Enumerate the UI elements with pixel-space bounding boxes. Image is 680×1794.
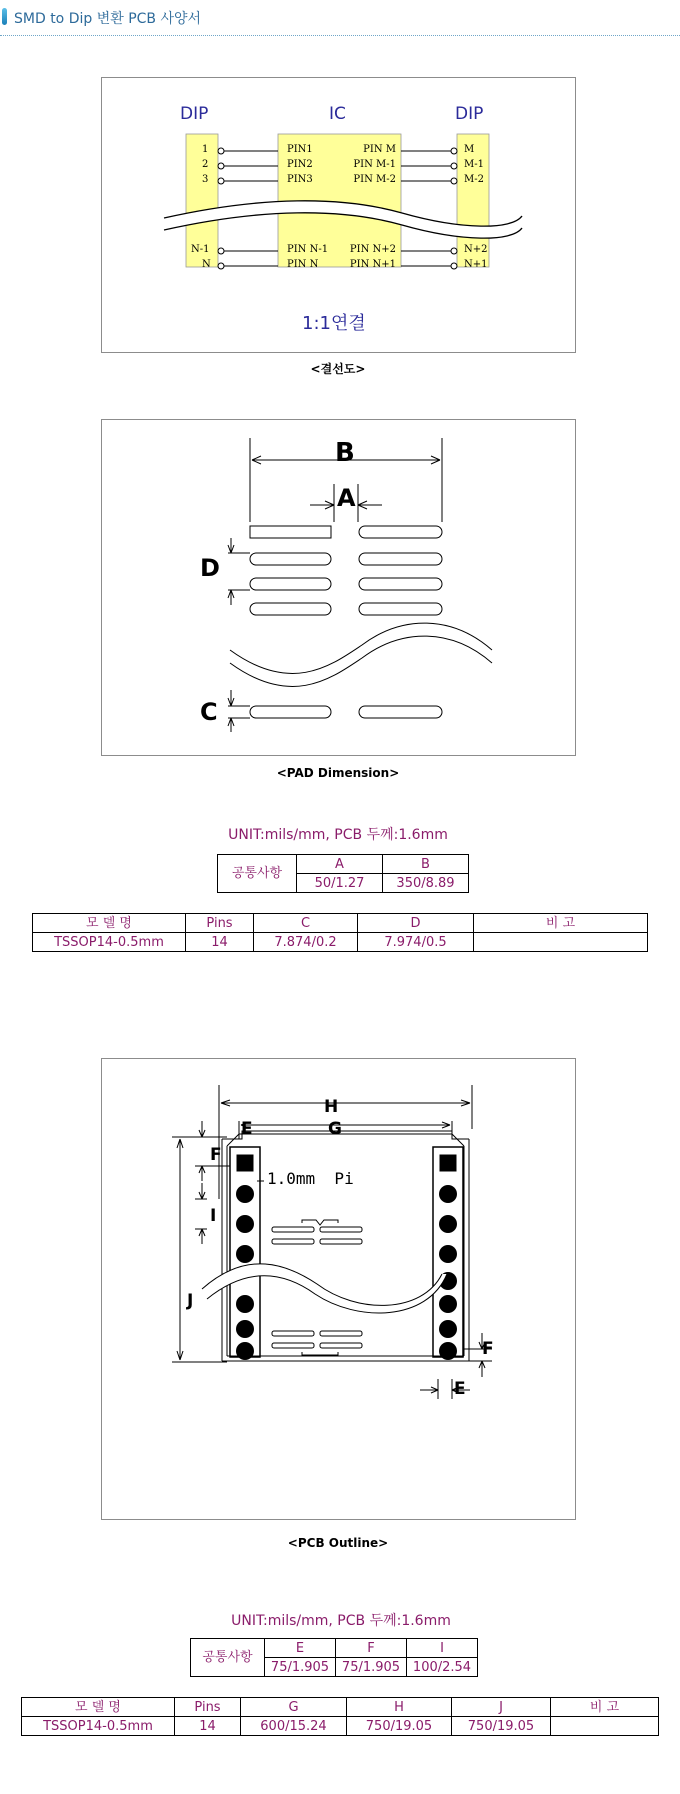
cell-pins: 14 — [175, 1717, 241, 1736]
header-j: J — [452, 1698, 551, 1717]
header-model: 모 델 명 — [33, 914, 186, 933]
header-model: 모 델 명 — [22, 1698, 175, 1717]
header-a: A — [297, 855, 383, 874]
table-row — [22, 1717, 659, 1736]
header-i: I — [407, 1639, 478, 1658]
dim-e-top-label: E — [241, 1119, 253, 1139]
left-pin-label: 2 — [202, 159, 209, 170]
cell-note — [551, 1717, 659, 1736]
header-pins: Pins — [186, 914, 254, 933]
header-note: 비 고 — [551, 1698, 659, 1717]
model-table-2 — [21, 1697, 659, 1736]
dim-e-bottom-label: E — [454, 1379, 466, 1399]
header-pins: Pins — [175, 1698, 241, 1717]
cell-j: 750/19.05 — [452, 1717, 551, 1736]
model-table-1 — [32, 913, 648, 952]
header-e: E — [265, 1639, 336, 1658]
header-f: F — [336, 1639, 407, 1658]
table-row — [33, 933, 648, 952]
connection-label: 1:1연결 — [302, 313, 366, 334]
ic-left-pin-label: PIN2 — [287, 159, 313, 170]
ic-right-pin-label: PIN M-2 — [353, 174, 396, 185]
pcb-outline-caption: <PCB Outline> — [287, 1536, 389, 1550]
value-e: 75/1.905 — [265, 1658, 336, 1677]
common-label: 공통사항 — [218, 855, 297, 893]
dim-d-label: D — [200, 554, 220, 582]
value-f: 75/1.905 — [336, 1658, 407, 1677]
cell-g: 600/15.24 — [241, 1717, 347, 1736]
dim-f-left-label: F — [210, 1145, 222, 1165]
right-pin-label: N+1 — [464, 259, 488, 270]
wiring-caption: <결선도> — [310, 362, 366, 376]
unit-label-2: UNIT:mils/mm, PCB 두께:1.6mm — [231, 1613, 451, 1629]
pin-pitch-label: 1.0mm Pi — [267, 1169, 354, 1188]
unit-label-1: UNIT:mils/mm, PCB 두께:1.6mm — [228, 827, 448, 843]
ic-left-pin-label: PIN1 — [287, 144, 313, 155]
cell-h: 750/19.05 — [347, 1717, 452, 1736]
common-spec-table-1 — [217, 854, 469, 893]
page-title: SMD to Dip 변환 PCB 사양서 — [14, 11, 202, 27]
header-g: G — [241, 1698, 347, 1717]
header-h: H — [347, 1698, 452, 1717]
pcb-outline-diagram — [101, 1058, 576, 1520]
dip-left-title: DIP — [180, 104, 209, 124]
right-pin-label: M-2 — [464, 174, 484, 185]
value-a: 50/1.27 — [297, 874, 383, 893]
cell-c: 7.874/0.2 — [254, 933, 358, 952]
value-i: 100/2.54 — [407, 1658, 478, 1677]
header-b: B — [383, 855, 469, 874]
cell-note — [474, 933, 648, 952]
dim-a-label: A — [337, 484, 356, 512]
left-pin-label: N — [202, 259, 211, 270]
dim-h-label: H — [324, 1097, 339, 1117]
header-d: D — [358, 914, 474, 933]
right-pin-label: M — [464, 144, 475, 155]
left-pin-label: 1 — [202, 144, 209, 155]
value-b: 350/8.89 — [383, 874, 469, 893]
ic-right-pin-label: PIN M — [363, 144, 396, 155]
cell-model: TSSOP14-0.5mm — [22, 1717, 175, 1736]
right-pin-label: N+2 — [464, 244, 488, 255]
ic-right-pin-label: PIN M-1 — [353, 159, 396, 170]
ic-left-pin-label: PIN3 — [287, 174, 313, 185]
header-divider — [0, 35, 680, 36]
dim-i-label: I — [210, 1206, 217, 1226]
cell-model: TSSOP14-0.5mm — [33, 933, 186, 952]
common-label: 공통사항 — [191, 1639, 265, 1677]
dim-f-right-label: F — [482, 1339, 494, 1359]
dim-c-label: C — [200, 698, 218, 726]
left-pin-label: N-1 — [191, 244, 210, 255]
common-spec-table-2 — [190, 1638, 478, 1677]
dim-b-label: B — [335, 438, 355, 468]
ic-left-pin-label: PIN N — [287, 259, 319, 270]
pad-dimension-svg — [102, 420, 575, 755]
ic-title: IC — [329, 104, 346, 124]
cell-pins: 14 — [186, 933, 254, 952]
dim-g-label: G — [328, 1119, 342, 1139]
header-c: C — [254, 914, 358, 933]
dip-right-title: DIP — [455, 104, 484, 124]
left-pin-label: 3 — [202, 174, 209, 185]
header-note: 비 고 — [474, 914, 648, 933]
header-accent-bar — [2, 8, 7, 25]
right-pin-label: M-1 — [464, 159, 484, 170]
ic-right-pin-label: PIN N+2 — [349, 244, 396, 255]
pad-dimension-diagram — [101, 419, 576, 756]
dim-j-label: J — [187, 1291, 194, 1311]
ic-right-pin-label: PIN N+1 — [349, 259, 396, 270]
pad-caption: <PAD Dimension> — [276, 766, 400, 780]
ic-left-pin-label: PIN N-1 — [287, 244, 329, 255]
cell-d: 7.974/0.5 — [358, 933, 474, 952]
wiring-diagram — [101, 77, 576, 353]
